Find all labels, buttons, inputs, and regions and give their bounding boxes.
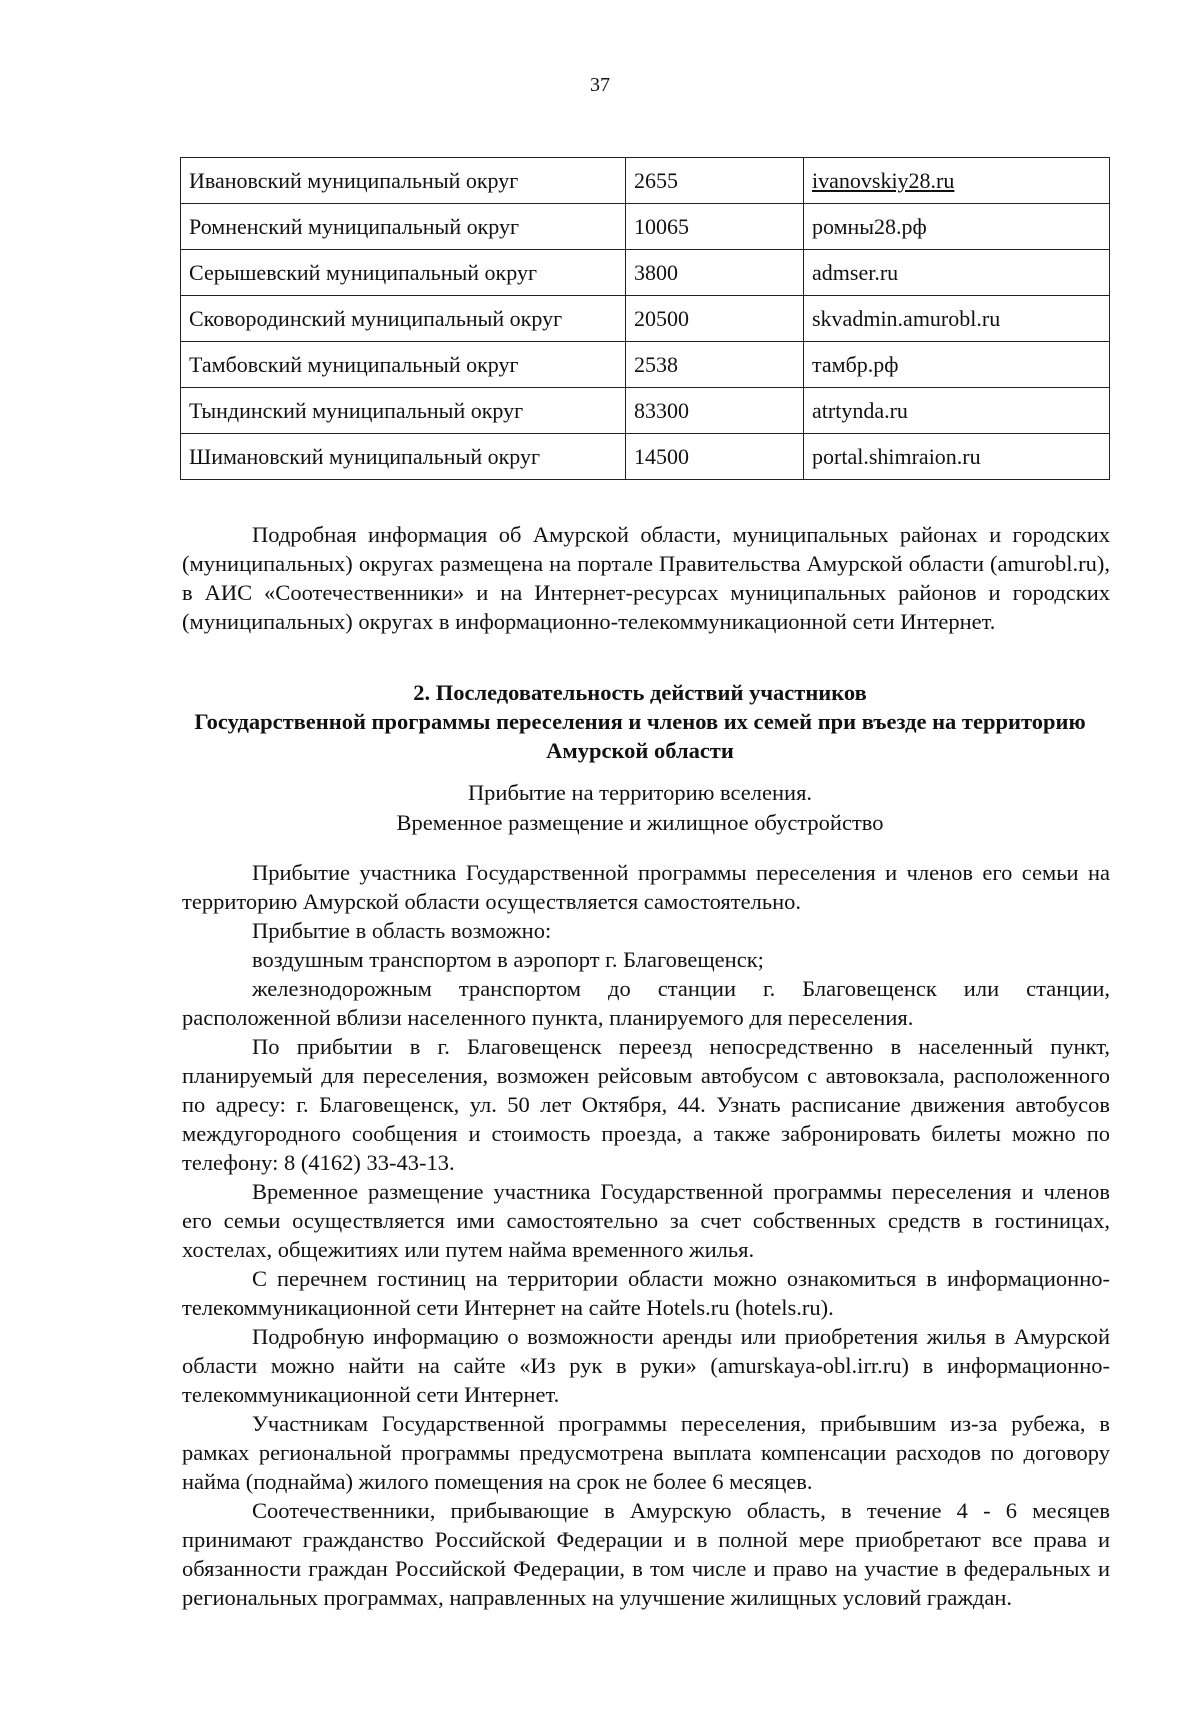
subheading-line: Прибытие на территорию вселения.: [467, 780, 813, 805]
table-row: [181, 158, 1110, 204]
paragraph: С перечнем гостиниц на территории области можно ознакомиться в информационно-телекоммуникационной сети Интернет на сайте Hotels.ru (hotels.ru).: [182, 1266, 1110, 1320]
intro-block: [182, 520, 1110, 636]
district-website[interactable]: ivanovskiy28.ru: [804, 158, 1110, 204]
section-heading: [150, 678, 1130, 765]
district-population: 20500: [626, 296, 804, 342]
paragraph: железнодорожным транспортом до станции г. Благовещенск или станции, расположенной вблизи населенного пункта, планируемого для переселения.: [182, 976, 1110, 1030]
district-website: тамбр.рф: [804, 342, 1110, 388]
section-heading-line: 2. Последовательность действий участников: [413, 680, 867, 705]
main-text-block: [182, 858, 1110, 1612]
paragraph: Временное размещение участника Государственной программы переселения и членов его семьи осуществляется ими самостоятельно за счет собственных средств в гостиницах, хостелах, общежитиях или путем найма временного жилья.: [182, 1179, 1110, 1262]
district-website: skvadmin.amurobl.ru: [804, 296, 1110, 342]
district-website: ромны28.рф: [804, 204, 1110, 250]
section-heading-line: Государственной программы переселения и членов их семей при въезде на территорию: [194, 709, 1086, 734]
district-population: 3800: [626, 250, 804, 296]
district-website: admser.ru: [804, 250, 1110, 296]
district-website: atrtynda.ru: [804, 388, 1110, 434]
paragraph: воздушным транспортом в аэропорт г. Благовещенск;: [252, 947, 764, 972]
table-row: [181, 388, 1110, 434]
table-row: [181, 342, 1110, 388]
paragraph: Соотечественники, прибывающие в Амурскую область, в течение 4 - 6 месяцев принимают гражданство Российской Федерации и в полной мере приобретают все права и обязанности граждан Российской Федерации, в том числе и право на участие в федеральных и региональных программах, направленных на улучшение жилищных условий граждан.: [182, 1498, 1110, 1610]
section-heading-line: Амурской области: [546, 738, 734, 763]
district-name: Шимановский муниципальный округ: [181, 434, 626, 480]
district-name: Серышевский муниципальный округ: [181, 250, 626, 296]
district-population: 10065: [626, 204, 804, 250]
district-name: Ромненский муниципальный округ: [181, 204, 626, 250]
subheading-line: Временное размещение и жилищное обустройство: [396, 810, 884, 835]
district-population: 14500: [626, 434, 804, 480]
intro-paragraph: Подробная информация об Амурской области, муниципальных районах и городских (муниципальных) округах размещена на портале Правительства Амурской области (amurobl.ru), в АИС «Соотечественники» и на Интернет-ресурсах муниципальных районов и городских (муниципальных) округах в информационно-телекоммуникационной сети Интернет.: [182, 522, 1110, 634]
district-population: 83300: [626, 388, 804, 434]
paragraph: По прибытии в г. Благовещенск переезд непосредственно в населенный пункт, планируемый для переселения, возможен рейсовым автобусом с автовокзала, расположенного по адресу: г. Благовещенск, ул. 50 лет Октября, 44. Узнать расписание движения автобусов междугородного сообщения и стоимость проезда, а также забронировать билеты можно по телефону: 8 (4162) 33-43-13.: [182, 1034, 1110, 1175]
municipal-districts-table: [180, 157, 1110, 480]
table-row: [181, 434, 1110, 480]
district-name: Тындинский муниципальный округ: [181, 388, 626, 434]
paragraph: Участникам Государственной программы переселения, прибывшим из-за рубежа, в рамках региональной программы предусмотрена выплата компенсации расходов по договору найма (поднайма) жилого помещения на срок не более 6 месяцев.: [182, 1411, 1110, 1494]
table-row: [181, 250, 1110, 296]
page-number: 37: [590, 74, 610, 96]
district-population: 2655: [626, 158, 804, 204]
table-row: [181, 296, 1110, 342]
district-name: Ивановский муниципальный округ: [181, 158, 626, 204]
section-subheading: [150, 778, 1130, 838]
district-name: Сковородинский муниципальный округ: [181, 296, 626, 342]
district-name: Тамбовский муниципальный округ: [181, 342, 626, 388]
paragraph: Прибытие участника Государственной программы переселения и членов его семьи на территорию Амурской области осуществляется самостоятельно.: [182, 860, 1110, 914]
table-row: [181, 204, 1110, 250]
district-population: 2538: [626, 342, 804, 388]
paragraph: Подробную информацию о возможности аренды или приобретения жилья в Амурской области можно найти на сайте «Из рук в руки» (amurskaya-obl.irr.ru) в информационно-телекоммуникационной сети Интернет.: [182, 1324, 1110, 1407]
district-website: portal.shimraion.ru: [804, 434, 1110, 480]
paragraph: Прибытие в область возможно:: [252, 918, 552, 943]
